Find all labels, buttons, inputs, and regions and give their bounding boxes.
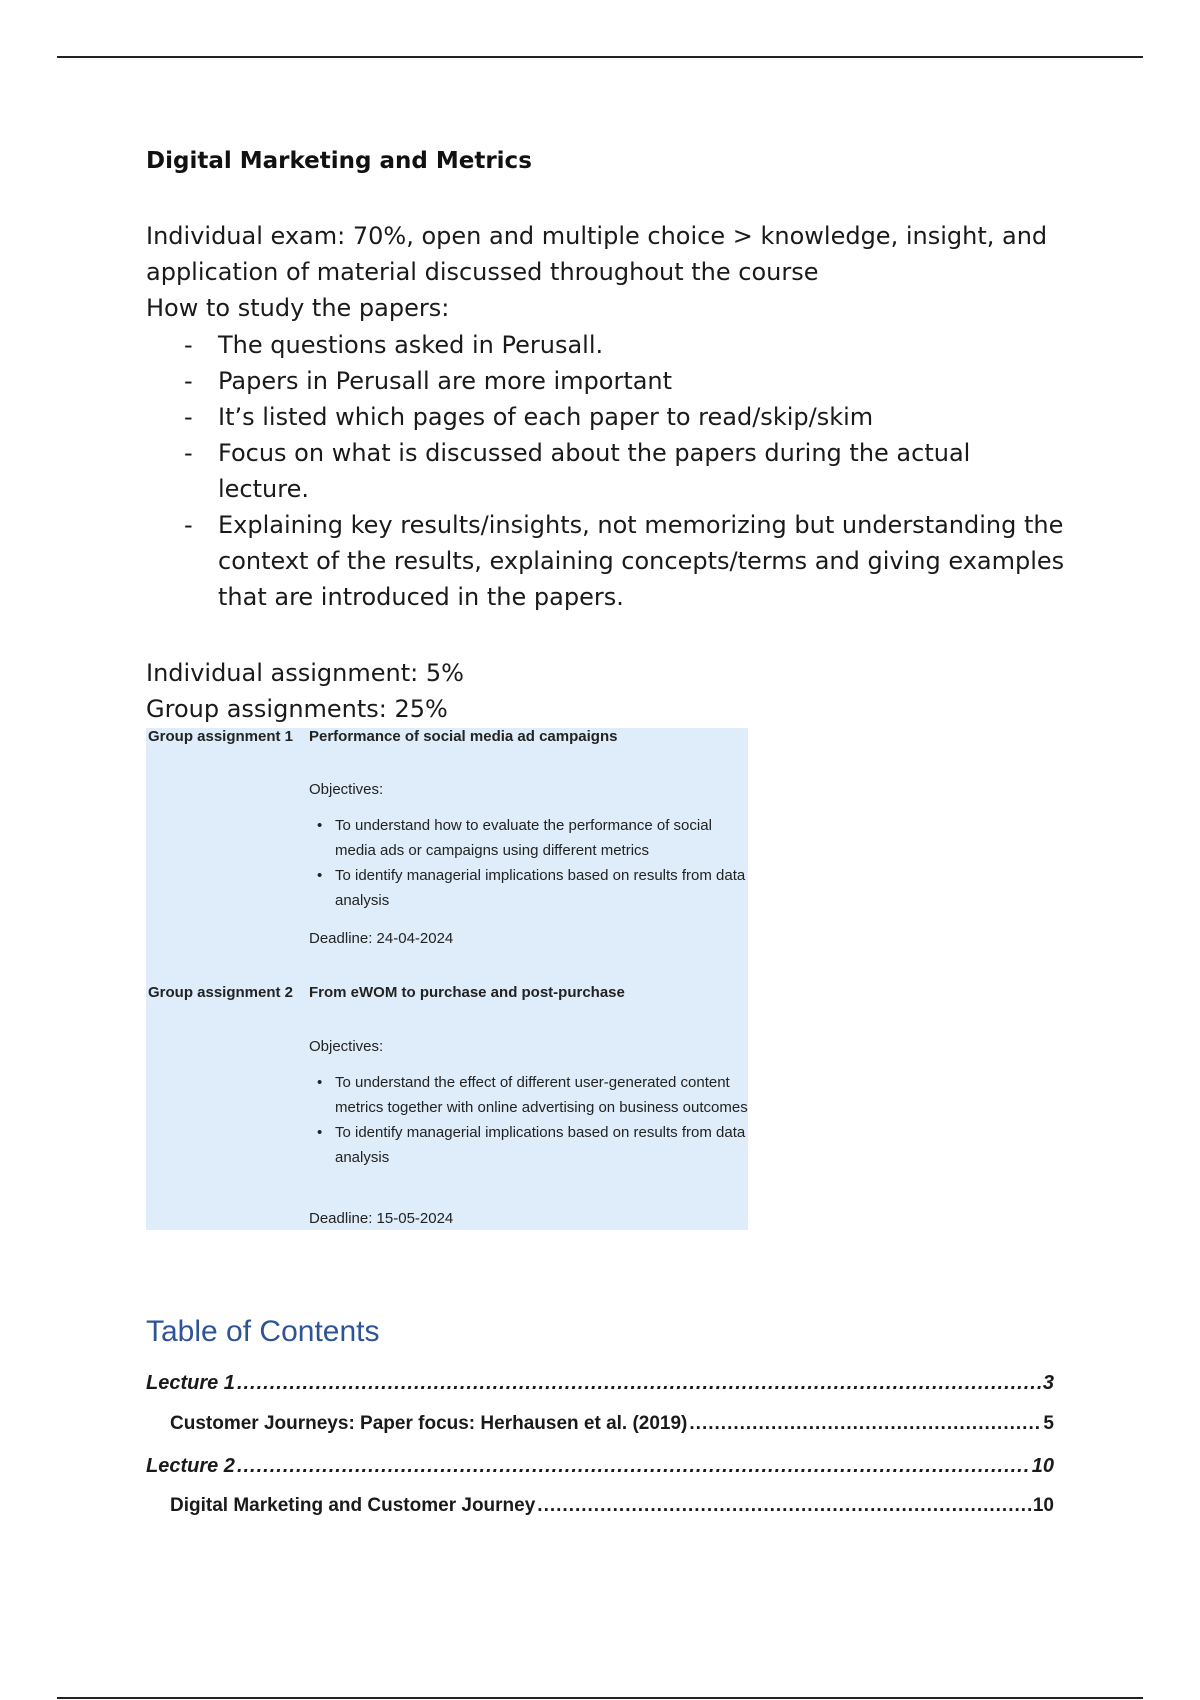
- group-assignments: Group assignments: 25%: [146, 695, 448, 723]
- list-item: - It’s listed which pages of each paper to read/skip/skim: [184, 403, 874, 431]
- assignments-box: [146, 728, 748, 1230]
- assignment-2-objectives-label: Objectives:: [309, 1038, 384, 1055]
- study-tips-list: [146, 327, 1086, 615]
- assignment-1-objectives: [309, 813, 749, 913]
- toc-entry-lecture-1[interactable]: Lecture 1 ..... 3: [146, 1372, 1054, 1395]
- assignment-2-title: From eWOM to purchase and post-purchase: [309, 984, 625, 1001]
- toc-entry-customer-journeys[interactable]: Customer Journeys: Paper focus: Herhausen et al. (2019) ..... 5: [170, 1413, 1054, 1435]
- list-item: • To identify managerial implications based on results from data analysis: [309, 863, 749, 913]
- assignment-2-deadline: Deadline: 15-05-2024: [309, 1210, 454, 1227]
- assignment-1-label: Group assignment 1: [148, 728, 294, 745]
- list-item: - The questions asked in Perusall.: [184, 331, 604, 359]
- page-title: Digital Marketing and Metrics: [146, 148, 532, 174]
- list-item: • To identify managerial implications based on results from data analysis: [309, 1120, 749, 1170]
- toc-title: Table of Contents: [146, 1315, 380, 1348]
- bottom-rule: [57, 1697, 1143, 1699]
- toc-entry-lecture-2[interactable]: Lecture 2 ..... 10: [146, 1455, 1054, 1478]
- list-item: - Papers in Perusall are more important: [184, 367, 673, 395]
- list-item: - Focus on what is discussed about the papers during the actual lecture.: [184, 439, 971, 503]
- list-item: • To understand the effect of different user-generated content metrics together with online advertising on business outcomes: [309, 1070, 749, 1120]
- assignment-1-objectives-label: Objectives:: [309, 781, 384, 798]
- exam-line-1: Individual exam: 70%, open and multiple choice > knowledge, insight, and: [146, 222, 1048, 250]
- exam-line-2: application of material discussed throughout the course: [146, 258, 819, 286]
- toc-entry-digital-marketing[interactable]: Digital Marketing and Customer Journey ..... 10: [170, 1495, 1054, 1517]
- study-heading: How to study the papers:: [146, 294, 450, 322]
- list-item: • To understand how to evaluate the performance of social media ads or campaigns using different metrics: [309, 813, 749, 863]
- assignment-2-objectives: [309, 1070, 749, 1170]
- list-item: - Explaining key results/insights, not memorizing but understanding the context of the results, explaining concepts/terms and giving examples that are introduced in the papers.: [184, 511, 1065, 611]
- assignment-1-title: Performance of social media ad campaigns: [309, 728, 618, 745]
- top-rule: [57, 56, 1143, 58]
- assignment-1-deadline: Deadline: 24-04-2024: [309, 930, 454, 947]
- assignment-2-label: Group assignment 2: [148, 984, 294, 1001]
- individual-assignment: Individual assignment: 5%: [146, 659, 464, 687]
